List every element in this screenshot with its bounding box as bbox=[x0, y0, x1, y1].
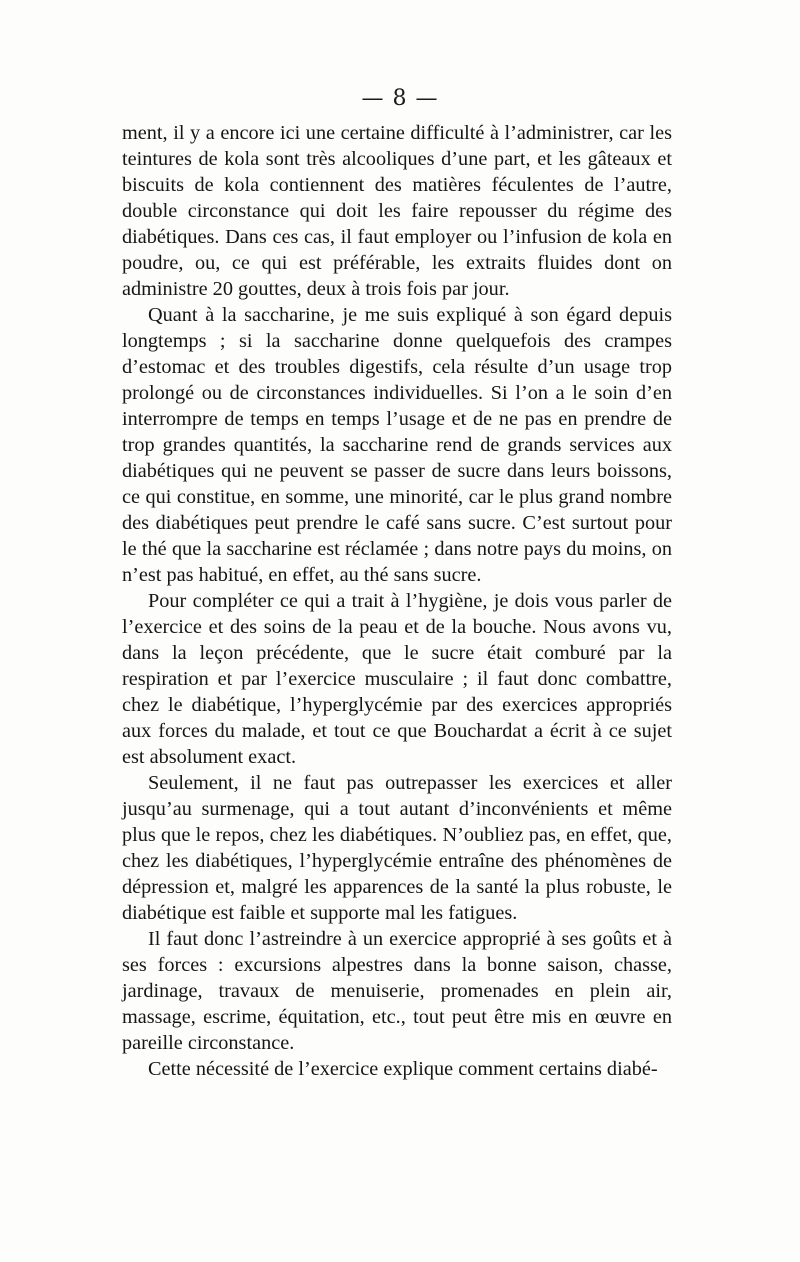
body-text bbox=[122, 120, 672, 1082]
paragraph-5: Il faut donc l’astreindre à un exercice approprié à ses goûts et à ses forces : excursions alpestres dans la bonne saison, chasse, jardinage, travaux de menuiserie, promenades en plein air, massage, escrime, équitation, etc., tout peut être mis en œuvre en pareille circonstance. bbox=[122, 928, 672, 1054]
paragraph-4: Seulement, il ne faut pas outrepasser les exercices et aller jusqu’au surmenage, qui a tout autant d’inconvénients et même plus que le repos, chez les diabétiques. N’oubliez pas, en effet, que, chez les diabétiques, l’hyperglycémie entraîne des phénomènes de dépression et, malgré les apparences de la santé la plus robuste, le diabétique est faible et supporte mal les fatigues. bbox=[122, 772, 672, 924]
paragraph-3: Pour compléter ce qui a trait à l’hygiène, je dois vous parler de l’exercice et des soins de la peau et de la bouche. Nous avons vu, dans la leçon précédente, que le sucre était comburé par la respiration et par l’exercice musculaire ; il faut donc combattre, chez le diabétique, l’hyperglycémie par des exercices appropriés aux forces du malade, et tout ce que Bouchardat a écrit à ce sujet est absolument exact. bbox=[122, 590, 672, 768]
paragraph-6: Cette nécessité de l’exercice explique comment certains diabé- bbox=[148, 1058, 658, 1080]
paragraph-2: Quant à la saccharine, je me suis expliqué à son égard depuis longtemps ; si la saccharine donne quelquefois des crampes d’estomac et des troubles digestifs, cela résulte d’un usage trop prolongé ou de circonstances individuelles. Si l’on a le soin d’en interrompre de temps en temps l’usage et de ne pas en prendre de trop grandes quantités, la saccharine rend de grands services aux diabétiques qui ne peuvent se passer de sucre dans leurs boissons, ce qui constitue, en somme, une minorité, car le plus grand nombre des diabétiques peut prendre le café sans sucre. C’est surtout pour le thé que la saccharine est réclamée ; dans notre pays du moins, on n’est pas habitué, en effet, au thé sans sucre. bbox=[122, 304, 672, 586]
page-number: — 8 — bbox=[361, 86, 439, 111]
paragraph-1: ment, il y a encore ici une certaine difficulté à l’administrer, car les teintures de kola sont très alcooliques d’une part, et les gâteaux et biscuits de kola contiennent des matières féculentes de l’autre, double circonstance qui doit les faire repousser du régime des diabétiques. Dans ces cas, il faut employer ou l’infusion de kola en poudre, ou, ce qui est préférable, les extraits fluides dont on administre 20 gouttes, deux à trois fois par jour. bbox=[122, 122, 672, 300]
